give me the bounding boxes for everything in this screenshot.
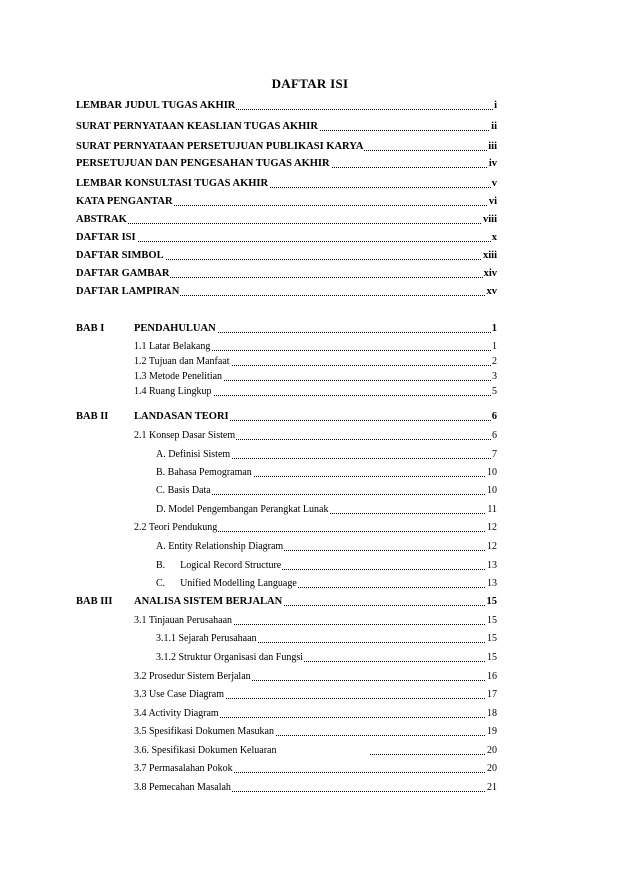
toc-section[interactable]: 3.8 Pemecahan Masalah 21 xyxy=(134,782,497,793)
toc-section[interactable]: 1.4 Ruang Lingkup 5 xyxy=(134,386,497,397)
toc-section[interactable]: 3.4 Activity Diagram 18 xyxy=(134,708,497,719)
toc-entry[interactable]: LEMBAR JUDUL TUGAS AKHIR i xyxy=(76,100,497,111)
chapter-number: BAB I xyxy=(76,323,105,334)
toc-chapter[interactable]: LANDASAN TEORI 6 xyxy=(134,411,497,422)
toc-entry[interactable]: SURAT PERNYATAAN KEASLIAN TUGAS AKHIR ii xyxy=(76,121,497,132)
toc-section[interactable]: 3.2 Prosedur Sistem Berjalan 16 xyxy=(134,671,497,682)
toc-section[interactable]: 1.3 Metode Penelitian 3 xyxy=(134,371,497,382)
toc-chapter[interactable]: PENDAHULUAN 1 xyxy=(134,323,497,334)
toc-subsection[interactable]: 3.1.2 Struktur Organisasi dan Fungsi 15 xyxy=(156,652,497,663)
toc-section[interactable]: 3.5 Spesifikasi Dokumen Masukan 19 xyxy=(134,726,497,737)
toc-section[interactable]: 3.6. Spesifikasi Dokumen Keluaran 20 xyxy=(134,745,497,756)
toc-subsection[interactable]: 3.1.1 Sejarah Perusahaan 15 xyxy=(156,633,497,644)
toc-entry[interactable]: LEMBAR KONSULTASI TUGAS AKHIR v xyxy=(76,178,497,189)
chapter-number: BAB II xyxy=(76,411,109,422)
toc-subsection[interactable]: D. Model Pengembangan Perangkat Lunak 11 xyxy=(156,504,497,515)
toc-subsection[interactable]: A. Entity Relationship Diagram 12 xyxy=(156,541,497,552)
toc-subsection[interactable]: C. Unified Modelling Language 13 xyxy=(156,578,497,589)
chapter-number: BAB III xyxy=(76,596,113,607)
toc-entry[interactable]: KATA PENGANTAR vi xyxy=(76,196,497,207)
toc-subsection[interactable]: A. Definisi Sistem 7 xyxy=(156,449,497,460)
toc-section[interactable]: 1.2 Tujuan dan Manfaat 2 xyxy=(134,356,497,367)
toc-entry[interactable]: SURAT PERNYATAAN PERSETUJUAN PUBLIKASI KARYA iii xyxy=(76,141,497,152)
toc-subsection[interactable]: C. Basis Data 10 xyxy=(156,485,497,496)
toc-entry[interactable]: DAFTAR ISI x xyxy=(76,232,497,243)
toc-entry[interactable]: DAFTAR GAMBAR xiv xyxy=(76,268,497,279)
toc-section[interactable]: 1.1 Latar Belakang 1 xyxy=(134,341,497,352)
toc-entry[interactable]: DAFTAR LAMPIRAN xv xyxy=(76,286,497,297)
toc-section[interactable]: 3.3 Use Case Diagram 17 xyxy=(134,689,497,700)
toc-entry[interactable]: ABSTRAK viii xyxy=(76,214,497,225)
toc-section[interactable]: 2.2 Teori Pendukung 12 xyxy=(134,522,497,533)
toc-section[interactable]: 2.1 Konsep Dasar Sistem 6 xyxy=(134,430,497,441)
toc-subsection[interactable]: B. Logical Record Structure 13 xyxy=(156,560,497,571)
toc-chapter[interactable]: ANALISA SISTEM BERJALAN 15 xyxy=(134,596,497,607)
toc-section[interactable]: 3.1 Tinjauan Perusahaan 15 xyxy=(134,615,497,626)
toc-section[interactable]: 3.7 Permasalahan Pokok 20 xyxy=(134,763,497,774)
toc-subsection[interactable]: B. Bahasa Pemograman 10 xyxy=(156,467,497,478)
page-title: DAFTAR ISI xyxy=(271,76,349,91)
toc-entry[interactable]: PERSETUJUAN DAN PENGESAHAN TUGAS AKHIR iv xyxy=(76,158,497,169)
toc-entry[interactable]: DAFTAR SIMBOL xiii xyxy=(76,250,497,261)
